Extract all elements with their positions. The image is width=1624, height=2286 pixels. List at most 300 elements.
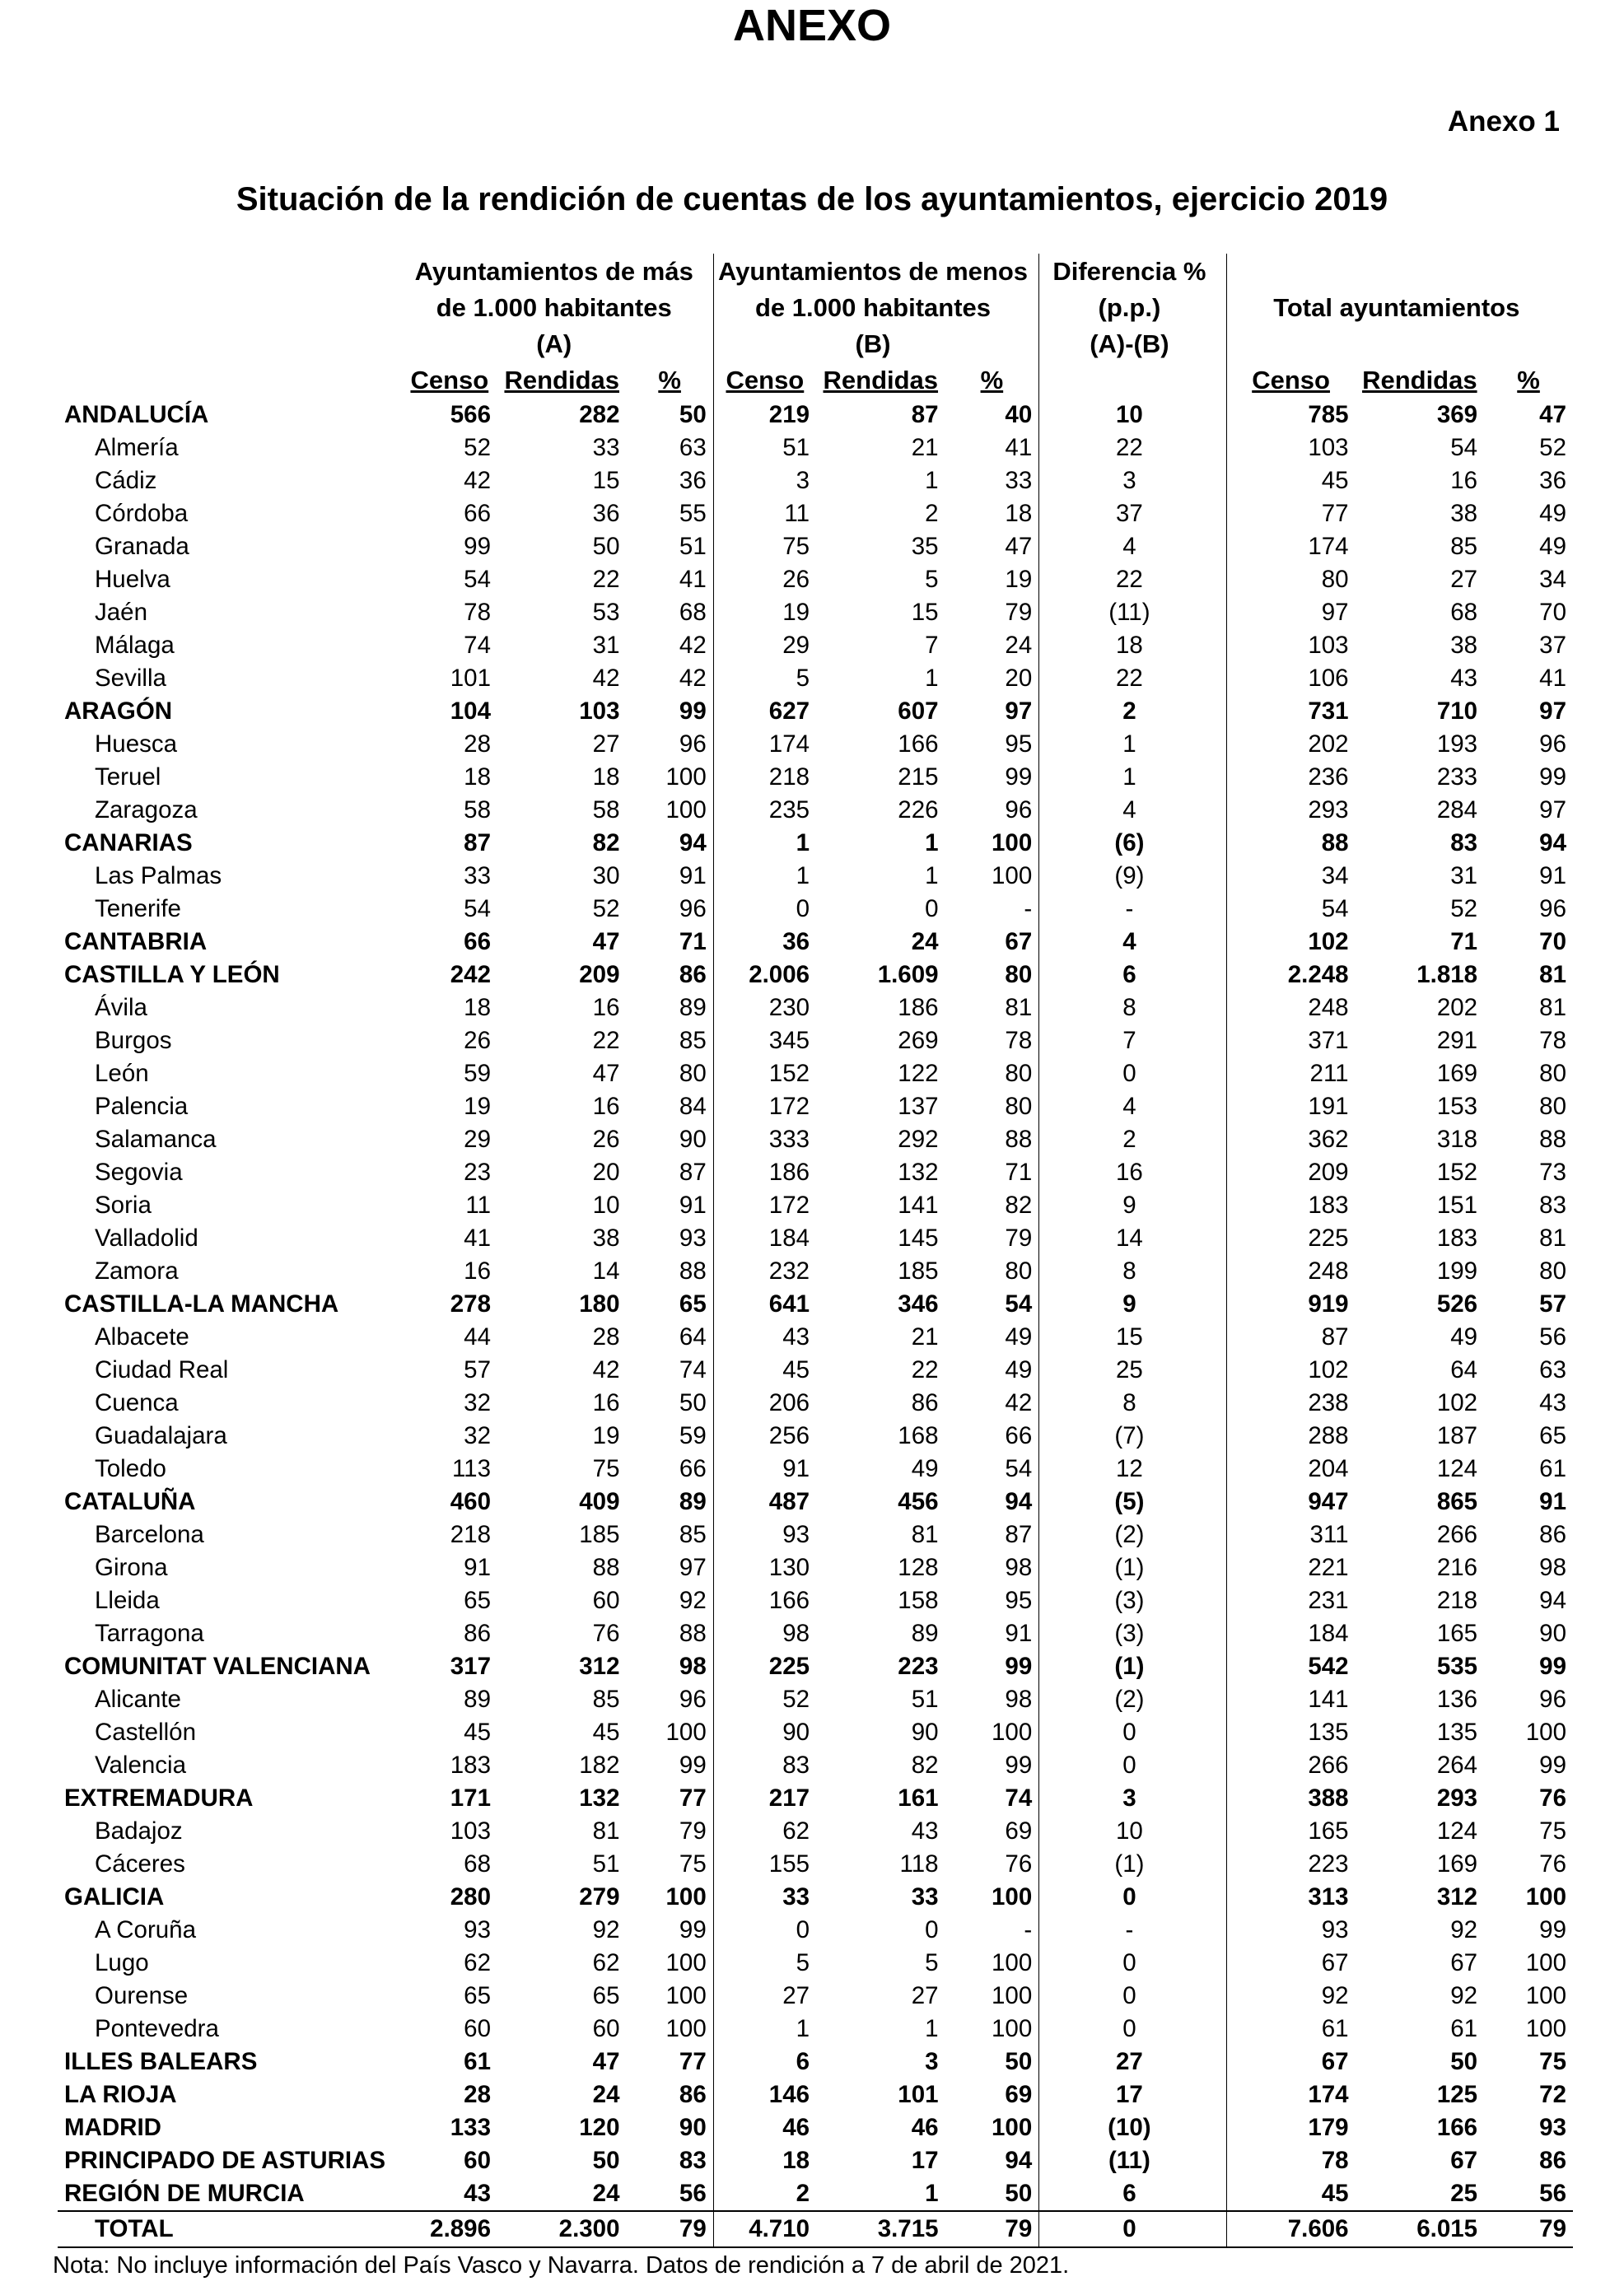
cell-pct-b: - xyxy=(1024,895,1033,922)
row-name: CATALUÑA xyxy=(64,1488,196,1515)
cell-rendidas-total: 369 xyxy=(1436,401,1478,428)
table-row-province xyxy=(58,794,1573,827)
cell-censo-total: 202 xyxy=(1226,728,1356,761)
cell-censo-b: 1 xyxy=(713,2013,816,2046)
cell-censo-total: 92 xyxy=(1226,1980,1356,2013)
cell-pct-a: 83 xyxy=(679,2147,707,2174)
cell-rendidas-b: 43 xyxy=(911,1817,939,1845)
cell-rendidas-total: 68 xyxy=(1450,599,1478,626)
table-body xyxy=(58,399,1573,2247)
cell-rendidas-a: 42 xyxy=(592,1356,620,1383)
cell-rendidas-b: 7 xyxy=(925,632,939,659)
cell-censo-a: 11 xyxy=(465,1192,491,1219)
cell-censo-total: 371 xyxy=(1226,1024,1356,1057)
cell-rendidas-total: 152 xyxy=(1436,1159,1478,1186)
table-row-province xyxy=(58,1716,1573,1749)
cell-pct-b: 47 xyxy=(1005,533,1033,560)
cell-rendidas-b: 292 xyxy=(898,1126,939,1153)
cell-pct-total: 86 xyxy=(1539,1521,1566,1548)
cell-pct-b: 79 xyxy=(1005,599,1033,626)
cell-rendidas-a: 18 xyxy=(592,763,620,791)
cell-rendidas-b: 269 xyxy=(898,1027,939,1054)
cell-rendidas-b: 0 xyxy=(925,1916,939,1943)
row-name: Castellón xyxy=(95,1719,196,1746)
row-name: Valencia xyxy=(95,1752,186,1779)
cell-censo-total: 67 xyxy=(1226,1947,1356,1980)
cell-censo-b: 225 xyxy=(713,1650,816,1683)
cell-censo-b: 98 xyxy=(713,1617,816,1650)
table-row-province xyxy=(58,596,1573,629)
cell-pct-b: 99 xyxy=(1005,763,1033,791)
cell-diferencia: 7 xyxy=(1039,1024,1226,1057)
row-name: Jaén xyxy=(95,599,147,626)
cell-rendidas-b: 161 xyxy=(898,1784,939,1812)
cell-pct-total: 97 xyxy=(1539,697,1566,725)
cell-rendidas-total: 27 xyxy=(1450,566,1478,593)
cell-rendidas-b: 1 xyxy=(925,829,939,856)
cell-diferencia: 17 xyxy=(1039,2078,1226,2111)
cell-rendidas-b: 5 xyxy=(925,1949,939,1976)
row-name: Zamora xyxy=(95,1257,179,1285)
cell-rendidas-total: 50 xyxy=(1450,2048,1478,2075)
table-row-province xyxy=(58,1057,1573,1090)
cell-rendidas-a: 19 xyxy=(592,1422,620,1449)
cell-rendidas-b: 90 xyxy=(911,1719,939,1746)
cell-pct-total: 100 xyxy=(1525,1719,1566,1746)
table-row-region xyxy=(58,2144,1573,2177)
cell-pct-total: 100 xyxy=(1525,1949,1566,1976)
row-name: Tenerife xyxy=(95,895,181,922)
cell-pct-total: 90 xyxy=(1539,1620,1566,1647)
cell-pct-total: 91 xyxy=(1539,862,1566,889)
table-row-total xyxy=(58,2211,1573,2247)
cell-pct-total: 41 xyxy=(1539,665,1566,692)
cell-censo-a: 78 xyxy=(464,599,491,626)
cell-censo-total: 102 xyxy=(1226,1354,1356,1387)
cell-rendidas-total: 124 xyxy=(1436,1455,1478,1482)
page-title: ANEXO xyxy=(732,1,892,50)
cell-pct-b: 94 xyxy=(1005,2147,1033,2174)
row-name: MADRID xyxy=(64,2114,161,2141)
cell-rendidas-a: 88 xyxy=(592,1554,620,1581)
row-name: Zaragoza xyxy=(95,796,198,823)
cell-censo-total: 97 xyxy=(1226,596,1356,629)
cell-pct-b: 50 xyxy=(1005,2048,1033,2075)
cell-rendidas-b: 87 xyxy=(911,401,939,428)
cell-rendidas-a: 15 xyxy=(592,467,620,494)
annex-label: Anexo 1 xyxy=(1447,105,1560,138)
cell-censo-total: 78 xyxy=(1226,2144,1356,2177)
cell-rendidas-b: 89 xyxy=(911,1620,939,1647)
header-pct-b: % xyxy=(980,366,1004,394)
cell-censo-a: 23 xyxy=(464,1159,491,1186)
cell-pct-b: 81 xyxy=(1005,994,1033,1021)
cell-diferencia: (1) xyxy=(1039,1650,1226,1683)
cell-rendidas-b: 185 xyxy=(898,1257,939,1285)
table-row-region xyxy=(58,399,1573,432)
cell-censo-total: 183 xyxy=(1226,1189,1356,1222)
cell-censo-total: 204 xyxy=(1226,1453,1356,1486)
header-group-b-line2: de 1.000 habitantes xyxy=(713,290,1038,326)
cell-rendidas-a: 60 xyxy=(592,1587,620,1614)
cell-censo-b: 6 xyxy=(713,2046,816,2078)
header-group-b-line3: (B) xyxy=(713,326,1038,362)
cell-rendidas-a: 28 xyxy=(592,1323,620,1351)
cell-censo-a: 42 xyxy=(464,467,491,494)
cell-censo-a: 89 xyxy=(464,1686,491,1713)
cell-censo-total: 209 xyxy=(1226,1156,1356,1189)
cell-rendidas-total: 54 xyxy=(1450,434,1478,461)
cell-rendidas-a: 53 xyxy=(592,599,620,626)
cell-censo-total: 103 xyxy=(1226,432,1356,464)
cell-pct-b: 100 xyxy=(992,862,1033,889)
header-rendidas-b: Rendidas xyxy=(823,366,939,394)
cell-rendidas-a: 16 xyxy=(592,1389,620,1416)
cell-censo-b: 43 xyxy=(713,1321,816,1354)
cell-censo-b: 83 xyxy=(713,1749,816,1782)
cell-diferencia: 2 xyxy=(1039,695,1226,728)
cell-censo-b: 333 xyxy=(713,1123,816,1156)
cell-censo-b: 0 xyxy=(713,1914,816,1947)
cell-pct-b: 80 xyxy=(1005,1060,1033,1087)
cell-censo-a: 59 xyxy=(464,1060,491,1087)
cell-diferencia: 16 xyxy=(1039,1156,1226,1189)
table-row-province xyxy=(58,860,1573,893)
cell-censo-a: 61 xyxy=(464,2048,491,2075)
cell-diferencia: (10) xyxy=(1039,2111,1226,2144)
cell-censo-total: 211 xyxy=(1226,1057,1356,1090)
cell-rendidas-b: 166 xyxy=(898,730,939,758)
cell-pct-b: 98 xyxy=(1005,1554,1033,1581)
cell-censo-total: 77 xyxy=(1226,497,1356,530)
cell-diferencia: (9) xyxy=(1039,860,1226,893)
row-name: Albacete xyxy=(95,1323,189,1351)
cell-censo-b: 2.006 xyxy=(713,959,816,991)
table-row-province xyxy=(58,1815,1573,1848)
cell-rendidas-total: 284 xyxy=(1436,796,1478,823)
cell-rendidas-total: 6.015 xyxy=(1356,2211,1485,2247)
cell-pct-total: 79 xyxy=(1484,2211,1573,2247)
cell-rendidas-b: 3 xyxy=(925,2048,939,2075)
cell-rendidas-total: 166 xyxy=(1436,2114,1478,2141)
cell-censo-b: 75 xyxy=(713,530,816,563)
cell-pct-a: 42 xyxy=(679,632,707,659)
cell-rendidas-b: 226 xyxy=(898,796,939,823)
cell-pct-total: 80 xyxy=(1539,1093,1566,1120)
cell-pct-a: 64 xyxy=(679,1323,707,1351)
cell-censo-a: 183 xyxy=(450,1752,491,1779)
cell-pct-total: 47 xyxy=(1539,401,1566,428)
cell-rendidas-a: 75 xyxy=(592,1455,620,1482)
cell-rendidas-total: 43 xyxy=(1450,665,1478,692)
cell-pct-a: 90 xyxy=(679,2114,707,2141)
cell-censo-a: 2.896 xyxy=(402,2211,497,2247)
cell-pct-total: 52 xyxy=(1539,434,1566,461)
cell-censo-b: 52 xyxy=(713,1683,816,1716)
cell-pct-b: 80 xyxy=(1005,1093,1033,1120)
cell-pct-a: 98 xyxy=(679,1653,707,1680)
cell-pct-total: 81 xyxy=(1539,994,1566,1021)
cell-censo-a: 60 xyxy=(464,2015,491,2042)
cell-censo-a: 43 xyxy=(464,2180,491,2207)
cell-rendidas-a: 47 xyxy=(592,2048,620,2075)
cell-rendidas-a: 52 xyxy=(592,895,620,922)
row-name: CASTILLA Y LEÓN xyxy=(64,961,280,988)
cell-censo-b: 166 xyxy=(713,1584,816,1617)
cell-pct-b: 100 xyxy=(992,2114,1033,2141)
table-row-region xyxy=(58,1486,1573,1519)
cell-pct-a: 56 xyxy=(679,2180,707,2207)
cell-censo-b: 45 xyxy=(713,1354,816,1387)
cell-diferencia: 0 xyxy=(1039,1716,1226,1749)
table-row-province xyxy=(58,1255,1573,1288)
table-row-province xyxy=(58,629,1573,662)
cell-pct-total: 75 xyxy=(1539,2048,1566,2075)
cell-pct-a: 41 xyxy=(679,566,707,593)
cell-rendidas-a: 24 xyxy=(592,2180,620,2207)
cell-diferencia: 0 xyxy=(1039,1749,1226,1782)
cell-rendidas-total: 38 xyxy=(1450,500,1478,527)
cell-pct-b: 49 xyxy=(1005,1323,1033,1351)
cell-diferencia: 18 xyxy=(1039,629,1226,662)
table-row-province xyxy=(58,1453,1573,1486)
cell-diferencia: (11) xyxy=(1039,596,1226,629)
cell-rendidas-total: 165 xyxy=(1436,1620,1478,1647)
cell-pct-a: 65 xyxy=(679,1290,707,1318)
cell-censo-b: 4.710 xyxy=(713,2211,816,2247)
cell-diferencia: - xyxy=(1039,1914,1226,1947)
cell-rendidas-b: 81 xyxy=(911,1521,939,1548)
cell-diferencia: 22 xyxy=(1039,432,1226,464)
cell-rendidas-a: 76 xyxy=(592,1620,620,1647)
row-name: Lugo xyxy=(95,1949,149,1976)
cell-diferencia: 4 xyxy=(1039,926,1226,959)
row-name: PRINCIPADO DE ASTURIAS xyxy=(64,2147,386,2174)
cell-pct-a: 79 xyxy=(679,1817,707,1845)
cell-rendidas-total: 25 xyxy=(1450,2180,1478,2207)
cell-pct-total: 81 xyxy=(1539,1225,1566,1252)
row-name: CANARIAS xyxy=(64,829,193,856)
cell-diferencia: (6) xyxy=(1039,827,1226,860)
cell-pct-b: 49 xyxy=(1005,1356,1033,1383)
cell-pct-total: 78 xyxy=(1539,1027,1566,1054)
cell-pct-total: 56 xyxy=(1539,1323,1566,1351)
cell-pct-b: 66 xyxy=(1005,1422,1033,1449)
cell-rendidas-a: 14 xyxy=(592,1257,620,1285)
cell-censo-total: 106 xyxy=(1226,662,1356,695)
row-name: Cuenca xyxy=(95,1389,179,1416)
cell-rendidas-a: 51 xyxy=(592,1850,620,1878)
cell-censo-total: 141 xyxy=(1226,1683,1356,1716)
cell-censo-total: 388 xyxy=(1226,1782,1356,1815)
cell-rendidas-b: 607 xyxy=(898,697,939,725)
cell-censo-total: 231 xyxy=(1226,1584,1356,1617)
cell-diferencia: 4 xyxy=(1039,794,1226,827)
row-name: Girona xyxy=(95,1554,168,1581)
cell-rendidas-b: 145 xyxy=(898,1225,939,1252)
cell-pct-total: 97 xyxy=(1539,796,1566,823)
cell-censo-total: 184 xyxy=(1226,1617,1356,1650)
cell-censo-b: 206 xyxy=(713,1387,816,1420)
cell-rendidas-a: 16 xyxy=(592,994,620,1021)
cell-pct-b: 95 xyxy=(1005,1587,1033,1614)
cell-diferencia: 4 xyxy=(1039,530,1226,563)
row-name: Badajoz xyxy=(95,1817,183,1845)
cell-censo-a: 317 xyxy=(450,1653,491,1680)
table-row-region xyxy=(58,959,1573,991)
row-name: Toledo xyxy=(95,1455,166,1482)
cell-rendidas-total: 293 xyxy=(1436,1784,1478,1812)
cell-rendidas-a: 42 xyxy=(592,665,620,692)
cell-rendidas-total: 71 xyxy=(1450,928,1478,955)
cell-pct-b: 40 xyxy=(1005,401,1033,428)
header-group-a-line3: (A) xyxy=(536,329,572,358)
cell-pct-total: 99 xyxy=(1539,1653,1566,1680)
cell-pct-b: 20 xyxy=(1005,665,1033,692)
table-row-province xyxy=(58,1551,1573,1584)
table-row-province xyxy=(58,1584,1573,1617)
cell-diferencia: 3 xyxy=(1039,464,1226,497)
cell-rendidas-a: 185 xyxy=(579,1521,620,1548)
data-table-container xyxy=(58,254,1573,2248)
cell-censo-b: 256 xyxy=(713,1420,816,1453)
cell-censo-b: 1 xyxy=(713,827,816,860)
table-row-province xyxy=(58,761,1573,794)
cell-diferencia: (5) xyxy=(1039,1486,1226,1519)
cell-pct-b: 67 xyxy=(1005,928,1033,955)
cell-rendidas-a: 22 xyxy=(592,1027,620,1054)
cell-pct-total: 63 xyxy=(1539,1356,1566,1383)
cell-rendidas-a: 30 xyxy=(592,862,620,889)
cell-censo-total: 67 xyxy=(1226,2046,1356,2078)
cell-rendidas-b: 1 xyxy=(925,2015,939,2042)
table-row-province xyxy=(58,2013,1573,2046)
cell-rendidas-total: 202 xyxy=(1436,994,1478,1021)
cell-rendidas-total: 193 xyxy=(1436,730,1478,758)
cell-pct-total: 57 xyxy=(1539,1290,1566,1318)
cell-censo-b: 27 xyxy=(713,1980,816,2013)
cell-censo-b: 2 xyxy=(713,2177,816,2211)
cell-censo-b: 36 xyxy=(713,926,816,959)
cell-pct-a: 91 xyxy=(679,1192,707,1219)
table-row-province xyxy=(58,563,1573,596)
cell-censo-a: 58 xyxy=(464,796,491,823)
cell-rendidas-a: 132 xyxy=(579,1784,620,1812)
cell-rendidas-a: 47 xyxy=(592,928,620,955)
cell-censo-total: 225 xyxy=(1226,1222,1356,1255)
cell-diferencia: (11) xyxy=(1039,2144,1226,2177)
cell-censo-a: 33 xyxy=(464,862,491,889)
cell-rendidas-b: 158 xyxy=(898,1587,939,1614)
cell-diferencia: 15 xyxy=(1039,1321,1226,1354)
cell-pct-a: 86 xyxy=(679,961,707,988)
cell-rendidas-total: 710 xyxy=(1436,697,1478,725)
cell-rendidas-total: 187 xyxy=(1436,1422,1478,1449)
cell-rendidas-b: 101 xyxy=(898,2081,939,2108)
cell-rendidas-b: 128 xyxy=(898,1554,939,1581)
cell-pct-total: 70 xyxy=(1539,599,1566,626)
cell-rendidas-total: 31 xyxy=(1450,862,1478,889)
header-censo-total: Censo xyxy=(1226,362,1356,399)
cell-rendidas-b: 22 xyxy=(911,1356,939,1383)
cell-pct-b: 100 xyxy=(992,1982,1033,2009)
row-name: Las Palmas xyxy=(95,862,222,889)
cell-pct-a: 100 xyxy=(665,1719,707,1746)
cell-censo-b: 46 xyxy=(713,2111,816,2144)
cell-rendidas-a: 282 xyxy=(579,401,620,428)
cell-rendidas-a: 26 xyxy=(592,1126,620,1153)
cell-diferencia: (3) xyxy=(1039,1617,1226,1650)
cell-pct-total: 96 xyxy=(1539,1686,1566,1713)
cell-diferencia: (7) xyxy=(1039,1420,1226,1453)
cell-pct-a: 100 xyxy=(665,1949,707,1976)
cell-rendidas-total: 136 xyxy=(1436,1686,1478,1713)
cell-rendidas-total: 169 xyxy=(1436,1850,1478,1878)
cell-censo-a: 68 xyxy=(464,1850,491,1878)
cell-censo-total: 34 xyxy=(1226,860,1356,893)
cell-rendidas-b: 1 xyxy=(925,862,939,889)
cell-rendidas-b: 223 xyxy=(898,1653,939,1680)
cell-diferencia: 1 xyxy=(1039,761,1226,794)
cell-censo-a: 28 xyxy=(464,730,491,758)
row-name: Valladolid xyxy=(95,1225,198,1252)
cell-censo-b: 155 xyxy=(713,1848,816,1881)
cell-censo-total: 61 xyxy=(1226,2013,1356,2046)
cell-censo-a: 66 xyxy=(464,500,491,527)
cell-rendidas-b: 46 xyxy=(911,2114,939,2141)
cell-censo-a: 280 xyxy=(450,1883,491,1910)
cell-rendidas-b: 49 xyxy=(911,1455,939,1482)
cell-rendidas-total: 183 xyxy=(1436,1225,1478,1252)
row-name: Segovia xyxy=(95,1159,183,1186)
row-name: CASTILLA-LA MANCHA xyxy=(64,1290,339,1318)
cell-censo-a: 101 xyxy=(450,665,491,692)
cell-rendidas-b: 21 xyxy=(911,1323,939,1351)
cell-censo-b: 345 xyxy=(713,1024,816,1057)
cell-rendidas-b: 5 xyxy=(925,566,939,593)
cell-pct-b: 18 xyxy=(1005,500,1033,527)
cell-pct-total: 65 xyxy=(1539,1422,1566,1449)
cell-censo-a: 460 xyxy=(450,1488,491,1515)
cell-pct-a: 96 xyxy=(679,1686,707,1713)
cell-censo-a: 278 xyxy=(450,1290,491,1318)
cell-pct-b: 79 xyxy=(1005,1225,1033,1252)
cell-censo-total: 88 xyxy=(1226,827,1356,860)
cell-censo-b: 186 xyxy=(713,1156,816,1189)
cell-pct-total: 88 xyxy=(1539,1126,1566,1153)
row-name: Salamanca xyxy=(95,1126,217,1153)
row-name: CANTABRIA xyxy=(64,928,208,955)
cell-rendidas-a: 81 xyxy=(592,1817,620,1845)
row-name: Teruel xyxy=(95,763,161,791)
cell-censo-b: 26 xyxy=(713,563,816,596)
cell-pct-b: 54 xyxy=(1005,1455,1033,1482)
cell-pct-total: 99 xyxy=(1539,763,1566,791)
cell-pct-a: 77 xyxy=(679,1784,707,1812)
table-row-region xyxy=(58,926,1573,959)
row-name: EXTREMADURA xyxy=(64,1784,254,1812)
cell-censo-total: 266 xyxy=(1226,1749,1356,1782)
cell-diferencia: - xyxy=(1039,893,1226,926)
table-row-province xyxy=(58,1848,1573,1881)
table-row-province xyxy=(58,1024,1573,1057)
cell-pct-total: 73 xyxy=(1539,1159,1566,1186)
table-row-province xyxy=(58,464,1573,497)
cell-pct-a: 99 xyxy=(679,1916,707,1943)
cell-pct-a: 96 xyxy=(679,730,707,758)
cell-pct-a: 63 xyxy=(679,434,707,461)
table-row-province xyxy=(58,728,1573,761)
